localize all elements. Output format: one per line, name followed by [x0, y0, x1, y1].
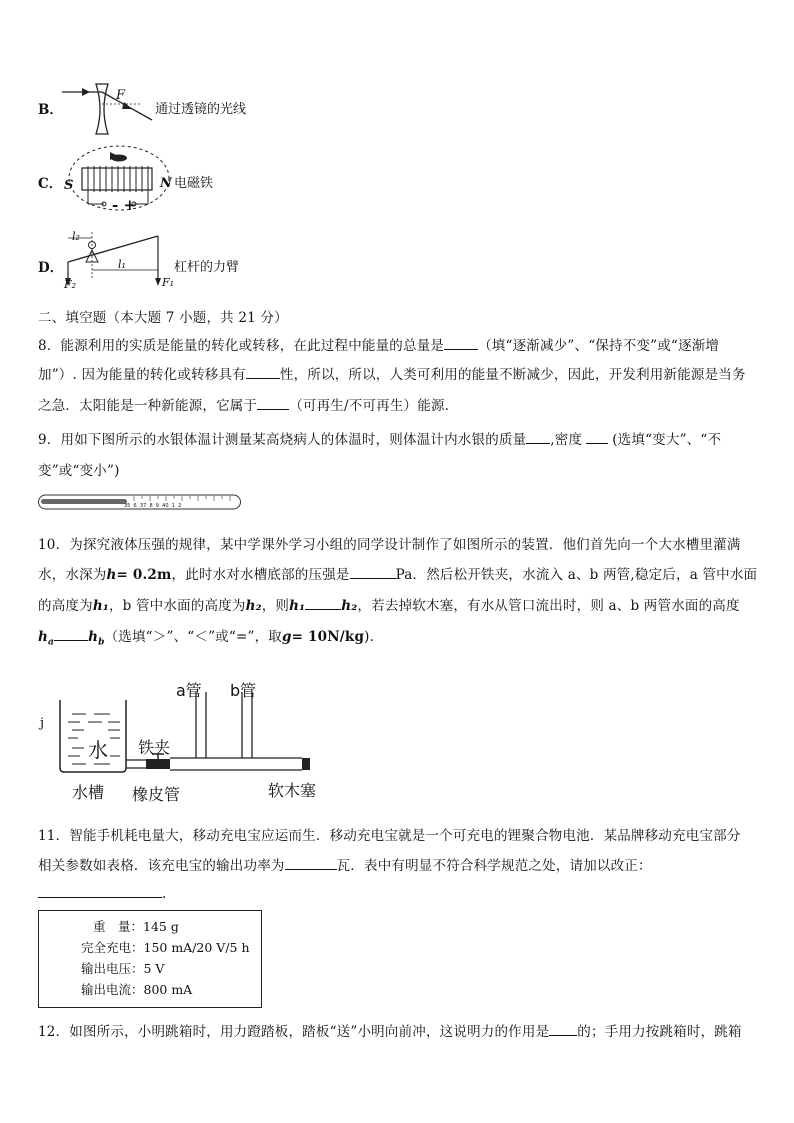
q10-line-2: 水，水深为h= 0.2m，此时水对水槽底部的压强是 Pa．然后松开铁夹，水流入 a、b 两管,稳定后，a 管中水面 — [38, 567, 758, 583]
clamp-label: 铁夹 — [138, 738, 171, 757]
rubber-tube-label: 橡皮管 — [132, 785, 181, 804]
spec-weight: 重 量：145 g — [93, 919, 179, 934]
option-d-letter: D． — [38, 260, 64, 276]
cork-label: 软木塞 — [268, 781, 317, 800]
q11-blank-2 — [38, 884, 162, 898]
arm-l2-label: l₂ — [72, 230, 80, 243]
focal-point-label: F — [116, 88, 126, 103]
option-d-caption: 杠杆的力臂 — [174, 260, 240, 275]
q8-line-1: 8．能源利用的实质是能量的转化或转移，在此过程中能量的总量是 （填“逐渐减少”、“保持不变”或“逐渐增 — [38, 338, 720, 354]
thermometer-figure — [38, 492, 242, 512]
q9-line-2: 变”或“变小”) — [38, 463, 120, 479]
q12-blank-1 — [549, 1022, 577, 1036]
q11-line-3: . — [38, 884, 167, 902]
tube-a-label: a管 — [176, 681, 202, 700]
q10-line-3: 的高度为h₁，b 管中水面的高度为h₂，则h₁ h₂，若去掉软木塞，有水从管口流出时，则 a、b 两管水面的高度 — [38, 598, 740, 614]
margin-mark: j — [40, 716, 45, 731]
arm-l1-label: l₁ — [118, 258, 126, 271]
option-c-caption: 电磁铁 — [174, 176, 214, 191]
spec-full-charge: 完全充电：150 mA/20 V/5 h — [81, 940, 250, 955]
option-b-caption: 通过透镜的光线 — [155, 102, 247, 117]
q8-blank-1 — [444, 336, 478, 350]
q11-line-2: 相关参数如表格．该充电宝的输出功率为 瓦．表中有明显不符合科学规范之处，请加以改正： — [38, 858, 652, 874]
q9-blank-1 — [526, 430, 550, 444]
q11-blank-1 — [285, 856, 337, 870]
spec-output-current: 输出电流：800 mA — [81, 982, 193, 997]
q10-line-1: 10．为探究液体压强的规律，某中学课外学习小组的同学设计制作了如图所示的装置．他们首先向一个大水槽里灌满 — [38, 537, 741, 553]
thermometer-scale-labels: 35 6 37 8 9 40 1 2 — [124, 503, 182, 509]
water-label: 水 — [86, 734, 110, 763]
diverging-lens-figure — [60, 82, 160, 138]
power-bank-spec-table — [38, 910, 262, 1008]
battery-polarity-label: - + — [112, 196, 137, 214]
force-f2-label: F₂ — [64, 278, 77, 291]
q10-blank-1 — [350, 565, 396, 579]
q8-line-3: 之急．太阳能是一种新能源，它属于 （可再生/不可再生）能源. — [38, 398, 450, 414]
tank-label: 水槽 — [72, 783, 105, 802]
q8-blank-3 — [257, 396, 289, 410]
q8-blank-2 — [246, 365, 280, 379]
q10-blank-3 — [54, 627, 88, 641]
option-c-letter: C． — [38, 176, 63, 192]
tube-b-label: b管 — [230, 681, 257, 700]
q12-line-1: 12．如图所示，小明跳箱时，用力蹬踏板，踏板“送”小明向前冲，这说明力的作用是 的；手用力按跳箱时，跳箱 — [38, 1024, 742, 1040]
q10-line-4: $h_a$ $h_b$（选填“＞”、“＜”或“=”，取g= 10N/kg). — [38, 629, 375, 648]
q9-line-1: 9．用如下图所示的水银体温计测量某高烧病人的体温时，则体温计内水银的质量 ,密度 (选填“变大”、“不 — [38, 432, 722, 448]
q10-blank-2 — [305, 596, 341, 610]
option-b-letter: B． — [38, 102, 63, 118]
q8-line-2: 加”）. 因为能量的转化或转移具有 性，所以，所以，人类可利用的能量不断减少，因此，开发利用新能源是当务 — [38, 367, 746, 383]
q9-blank-2 — [586, 430, 608, 444]
section-title: 二、填空题（本大题 7 小题，共 21 分） — [38, 310, 288, 326]
spec-output-voltage: 输出电压：5 V — [81, 961, 165, 976]
q11-line-1: 11．智能手机耗电量大，移动充电宝应运而生．移动充电宝就是一个可充电的锂聚合物电池．某品牌移动充电宝部分 — [38, 828, 741, 844]
north-pole-label: N — [160, 176, 172, 191]
south-pole-label: S — [64, 178, 74, 193]
force-f1-label: F₁ — [162, 276, 175, 289]
